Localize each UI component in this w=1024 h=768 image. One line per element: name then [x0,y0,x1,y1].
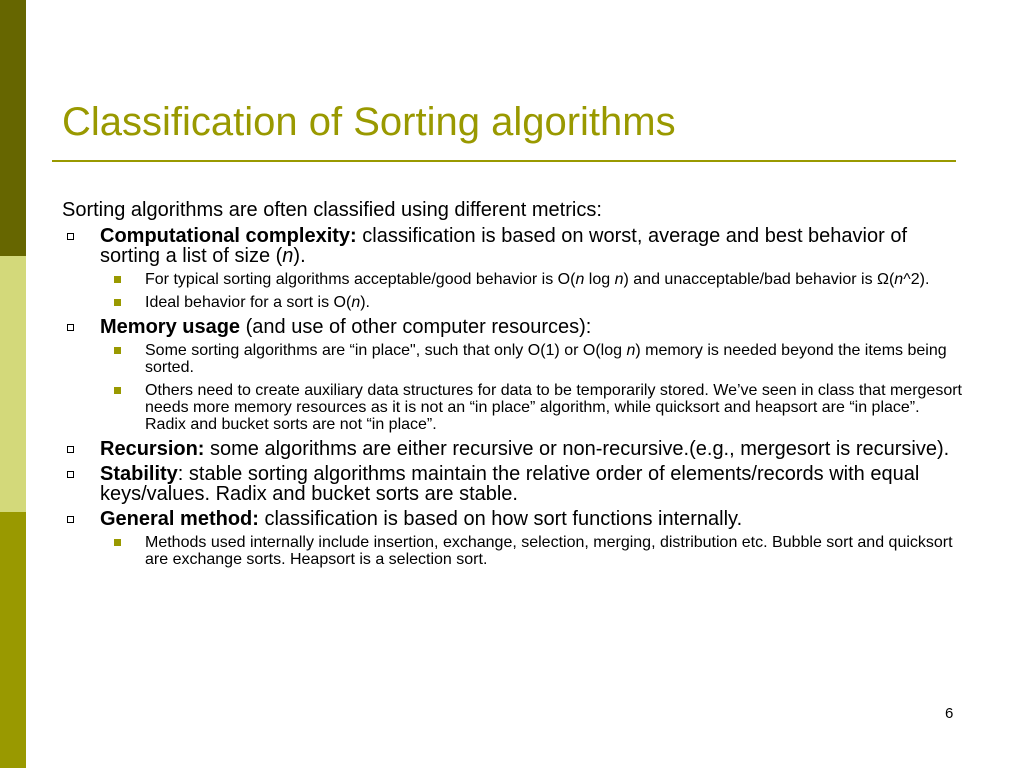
bullet-text: Recursion: some algorithms are either recursive or non-recursive.(e.g., mergesort is recursive). [100,438,950,460]
sidebar-band-middle [0,256,26,512]
sub-bullet-item: Methods used internally include insertion, exchange, selection, merging, distribution etc. Bubble sort and quicksort are exchange sorts. Heapsort is a selection sort. [100,534,962,568]
bullet-text: General method: classification is based on how sort functions internally. [100,508,743,530]
bullet-recursion [62,439,962,459]
sub-bullet-list [100,534,962,568]
sub-bullet-list [100,342,962,433]
filled-square-bullet-icon [114,276,121,283]
hollow-square-bullet-icon [67,446,74,453]
bullet-heading: Computational complexity: [100,225,357,247]
hollow-square-bullet-icon [67,324,74,331]
filled-square-bullet-icon [114,539,121,546]
sub-bullet-item: For typical sorting algorithms acceptable/good behavior is O(n log n) and unacceptable/bad behavior is Ω(n^2). [100,271,962,288]
intro-text: Sorting algorithms are often classified using different metrics: [62,199,602,221]
page-number: 6 [945,705,954,722]
bullet-computational-complexity [62,226,962,311]
hollow-square-bullet-icon [67,471,74,478]
sub-bullet-item: Others need to create auxiliary data structures for data to be temporarily stored. We’ve seen in class that mergesort needs more memory resources as it is not an “in place” algorithm, while quicksort and heapsort are “in place”. Radix and bucket sorts are not “in place”. [100,382,962,433]
bullet-heading: Recursion: [100,438,205,460]
sub-bullet-item: Some sorting algorithms are “in place", such that only O(1) or O(log n) memory is needed beyond the items being sorted. [100,342,962,376]
sidebar-band-top [0,0,26,256]
bullet-memory-usage [62,317,962,433]
bullet-text: Memory usage (and use of other computer resources): [100,316,592,338]
bullet-general-method [62,509,962,568]
bullet-text: Computational complexity: classification is based on worst, average and best behavior of sorting a list of size (n). [100,225,908,267]
title-underline [52,160,956,162]
bullet-stability [62,464,962,504]
hollow-square-bullet-icon [67,233,74,240]
slide-title: Classification of Sorting algorithms [62,100,676,144]
bullet-list [62,226,962,568]
bullet-heading: Memory usage [100,316,241,338]
bullet-heading: Stability [100,463,178,485]
filled-square-bullet-icon [114,387,121,394]
sub-bullet-item: Ideal behavior for a sort is O(n). [100,294,962,311]
hollow-square-bullet-icon [67,516,74,523]
filled-square-bullet-icon [114,347,121,354]
bullet-text: Stability: stable sorting algorithms maintain the relative order of elements/records with equal keys/values. Radix and bucket sorts are stable. [100,463,920,505]
sidebar-decoration [0,0,26,768]
sub-bullet-list [100,271,962,311]
filled-square-bullet-icon [114,299,121,306]
slide-body [62,198,962,574]
sidebar-band-bottom [0,512,26,768]
bullet-heading: General method: [100,508,259,530]
